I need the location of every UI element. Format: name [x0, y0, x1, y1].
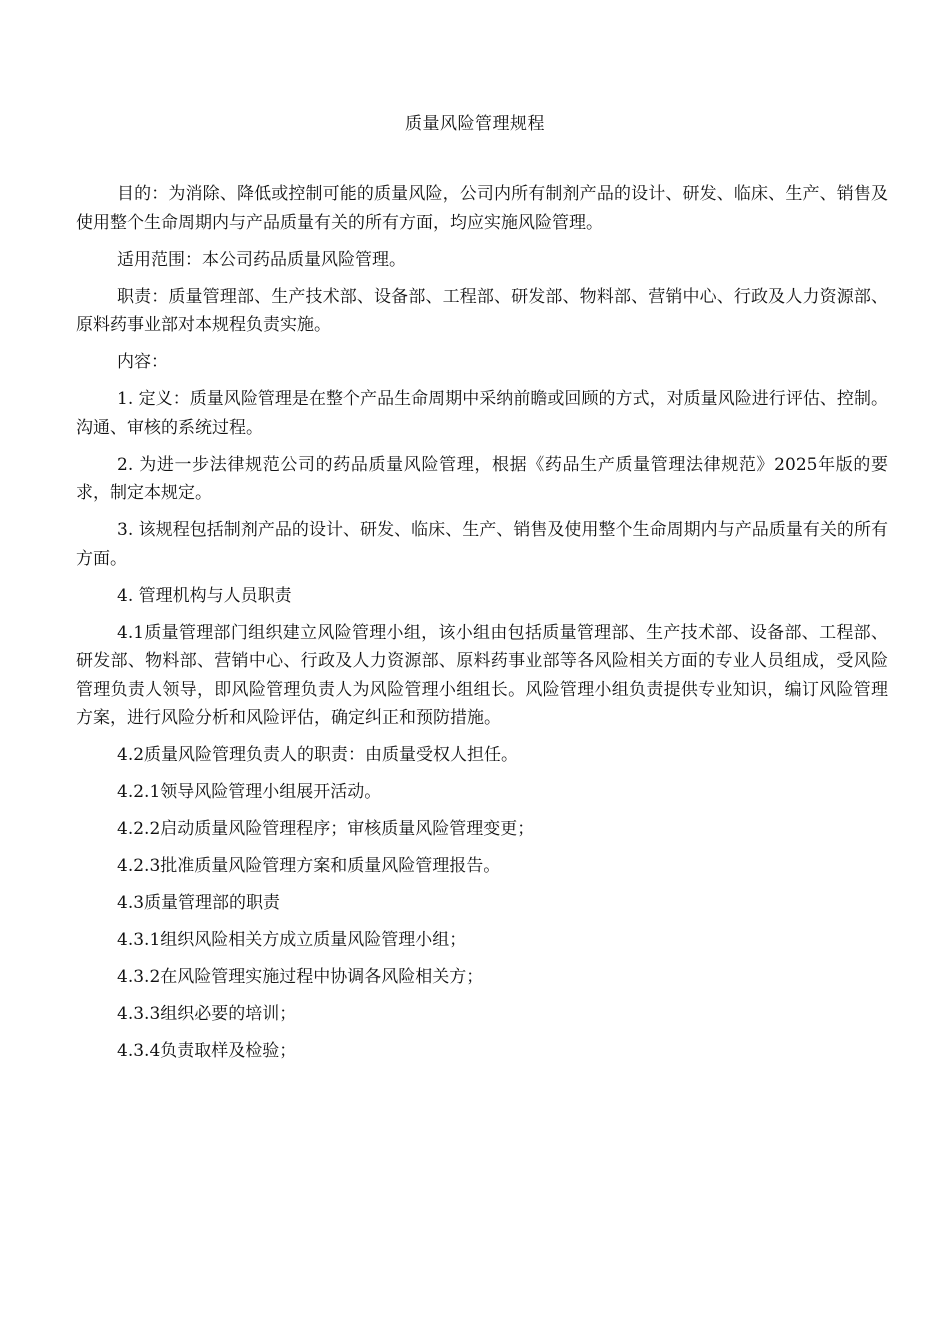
- paragraph-3-scope: 3. 该规程包括制剂产品的设计、研发、临床、生产、销售及使用整个生命周期内与产品质量有关的所有方面。: [76, 520, 888, 569]
- paragraph-scope: 适用范围：本公司药品质量风险管理。: [117, 249, 406, 270]
- paragraph-4-heading: 4. 管理机构与人员职责: [117, 585, 292, 606]
- paragraph-4-3: 4.3质量管理部的职责: [117, 893, 281, 913]
- document-body: [76, 180, 888, 1074]
- paragraph-4-3-3: 4.3.3组织必要的培训；: [117, 1004, 297, 1024]
- document-title: 质量风险管理规程: [405, 114, 545, 134]
- paragraph-content-heading: 内容：: [117, 352, 168, 372]
- paragraph-4-3-2: 4.3.2在风险管理实施过程中协调各风险相关方；: [117, 967, 484, 987]
- paragraph-4-2-2: 4.2.2启动质量风险管理程序；审核质量风险管理变更；: [117, 819, 535, 839]
- paragraph-purpose: 目的：为消除、降低或控制可能的质量风险，公司内所有制剂产品的设计、研发、临床、生产、销售及使用整个生命周期内与产品质量有关的所有方面，均应实施风险管理。: [76, 184, 888, 233]
- paragraph-responsibility: 职责：质量管理部、生产技术部、设备部、工程部、研发部、物料部、营销中心、行政及人力资源部、原料药事业部对本规程负责实施。: [76, 286, 888, 335]
- paragraph-1-definition: 1. 定义：质量风险管理是在整个产品生命周期中采纳前瞻或回顾的方式，对质量风险进行评估、控制。沟通、审核的系统过程。: [76, 389, 888, 438]
- paragraph-4-2-1: 4.2.1领导风险管理小组展开活动。: [117, 782, 382, 802]
- paragraph-2-basis: 2. 为进一步法律规范公司的药品质量风险管理，根据《药品生产质量管理法律规范》2025年版的要求，制定本规定。: [76, 454, 888, 503]
- paragraph-4-2: 4.2质量风险管理负责人的职责：由质量受权人担任。: [117, 745, 519, 765]
- paragraph-4-1: 4.1质量管理部门组织建立风险管理小组，该小组由包括质量管理部、生产技术部、设备部、工程部、研发部、物料部、营销中心、行政及人力资源部、原料药事业部等各风险相关方面的专业人员组成，受风险管理负责人领导，即风险管理负责人为风险管理小组组长。风险管理小组负责提供专业知识，编订风险管理方案，进行风险分析和风险评估，确定纠正和预防措施。: [76, 622, 888, 728]
- paragraph-4-2-3: 4.2.3批准质量风险管理方案和质量风险管理报告。: [117, 856, 501, 876]
- paragraph-4-3-4: 4.3.4负责取样及检验；: [117, 1041, 297, 1061]
- paragraph-4-3-1: 4.3.1组织风险相关方成立质量风险管理小组；: [117, 930, 467, 950]
